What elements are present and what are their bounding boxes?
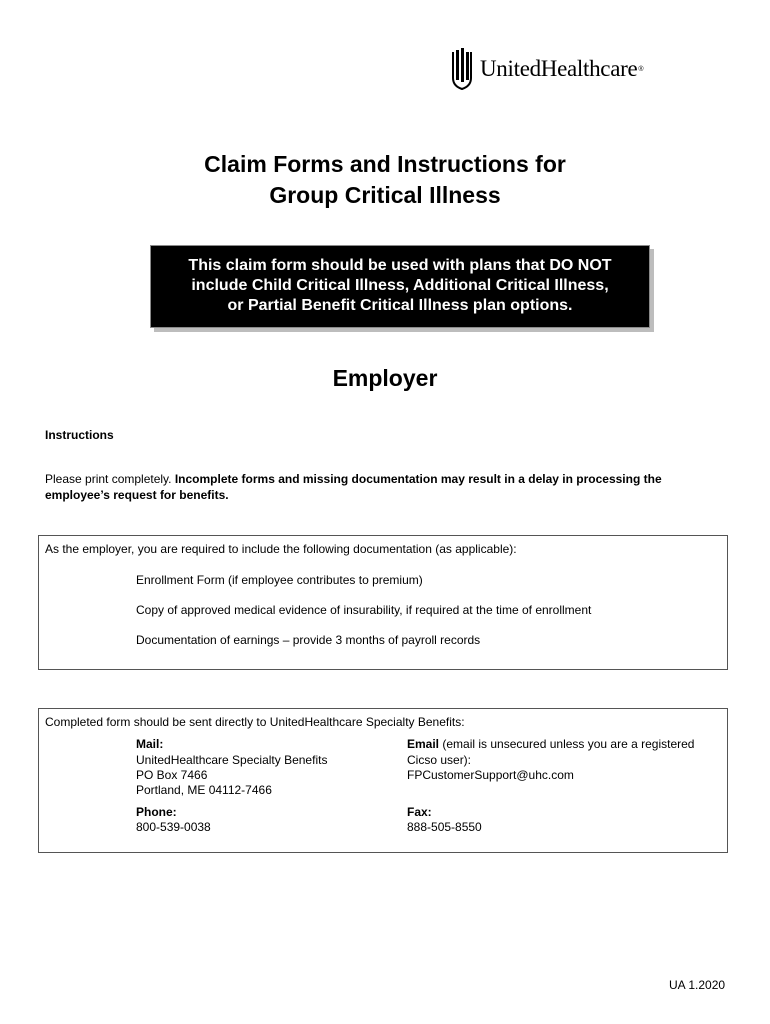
uhc-shield-logo-icon <box>450 48 474 90</box>
notice-line1: This claim form should be used with plans that DO NOT <box>188 257 612 274</box>
email-note: (email is unsecured unless you are a registered <box>439 737 695 751</box>
form-version-footer: UA 1.2020 <box>669 978 726 992</box>
mail-label: Mail: <box>136 737 164 751</box>
logo-wordmark: UnitedHealthcare <box>480 56 638 81</box>
unitedhealthcare-logo <box>450 48 644 90</box>
required-documentation-box <box>38 535 728 670</box>
documentation-item: Enrollment Form (if employee contributes to premium) <box>136 573 423 587</box>
email-note-continued: Cicso user): <box>407 753 472 767</box>
submission-address-box <box>38 708 728 853</box>
phone-number: 800-539-0038 <box>136 820 211 834</box>
section-heading: Employer <box>332 365 438 391</box>
documentation-item: Copy of approved medical evidence of insurability, if required at the time of enrollment <box>136 603 592 617</box>
submission-intro: Completed form should be sent directly to UnitedHealthcare Specialty Benefits: <box>45 715 465 729</box>
instructions-warning-line1: Incomplete forms and missing documentation may result in a delay in processing the <box>174 472 662 486</box>
instructions-warning-line2: employee’s request for benefits. <box>45 488 229 502</box>
email-label: Email <box>407 737 440 751</box>
instructions-text: Please print completely. <box>45 472 175 486</box>
email-heading <box>407 736 694 752</box>
email-address[interactable]: FPCustomerSupport@uhc.com <box>407 768 574 782</box>
plan-notice-box <box>150 245 650 328</box>
mail-address-line: UnitedHealthcare Specialty Benefits <box>136 753 328 767</box>
page-title-line1: Claim Forms and Instructions for <box>204 151 566 177</box>
logo-registered-mark: ® <box>638 65 644 73</box>
notice-line3: or Partial Benefit Critical Illness plan options. <box>227 297 573 314</box>
fax-number: 888-505-8550 <box>407 820 482 834</box>
fax-label: Fax: <box>407 805 432 819</box>
phone-label: Phone: <box>136 805 177 819</box>
documentation-item: Documentation of earnings – provide 3 months of payroll records <box>136 633 481 647</box>
page-title-line2: Group Critical Illness <box>269 182 501 208</box>
mail-address-line: Portland, ME 04112-7466 <box>136 783 272 797</box>
instructions-paragraph <box>45 471 725 503</box>
documentation-intro: As the employer, you are required to include the following documentation (as applicable): <box>45 542 517 556</box>
notice-line2: include Child Critical Illness, Additional Critical Illness, <box>191 277 609 294</box>
instructions-label: Instructions <box>45 428 114 442</box>
mail-address-line: PO Box 7466 <box>136 768 208 782</box>
